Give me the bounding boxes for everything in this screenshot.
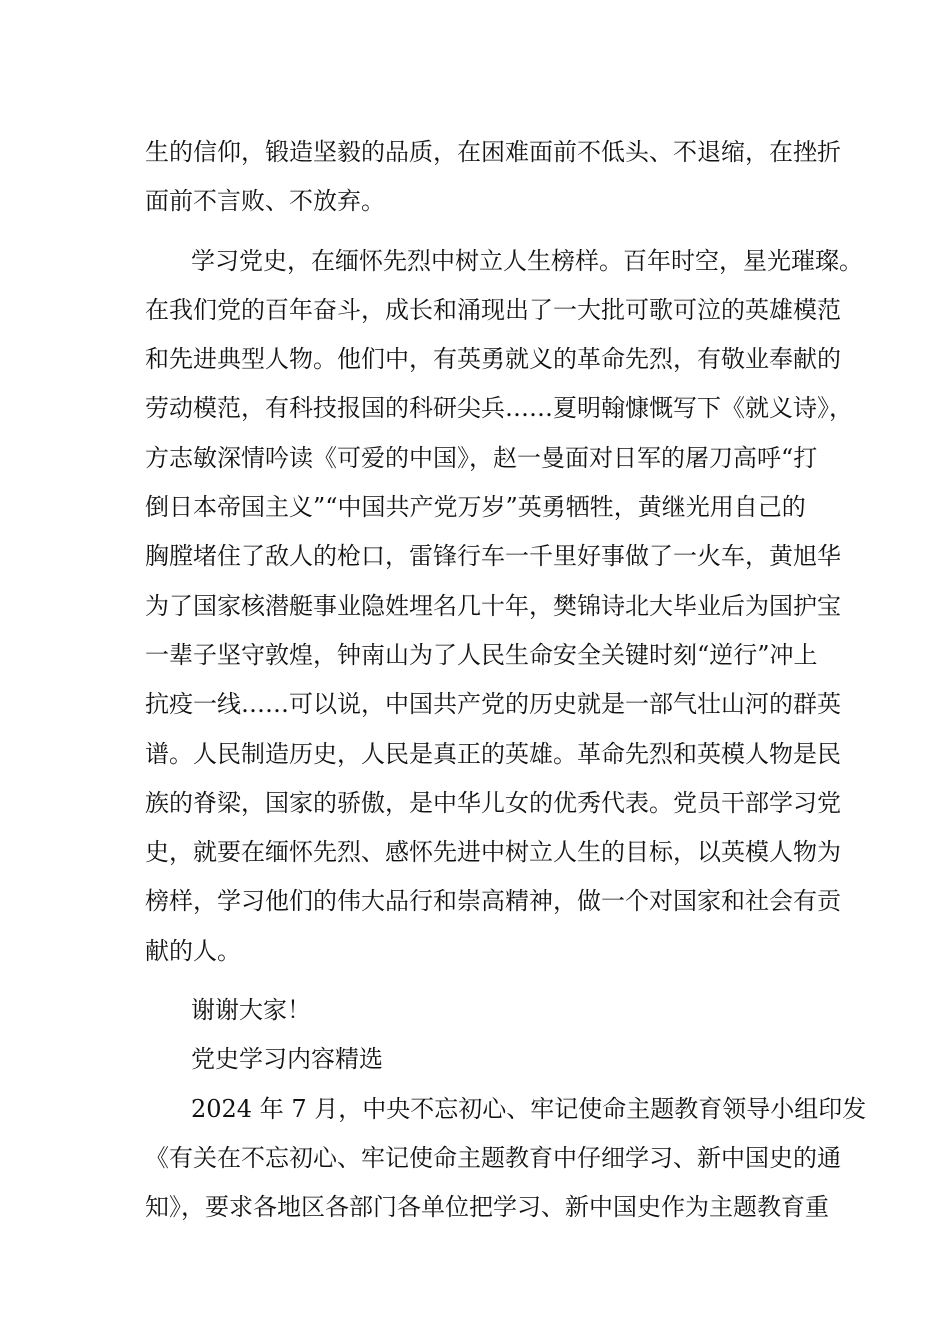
body-text [145, 128, 867, 1233]
text-line: 为了国家核潜艇事业隐姓埋名几十年，樊锦诗北大毕业后为国护宝 [145, 591, 841, 620]
text-line: 榜样，学习他们的伟大品行和崇高精神，做一个对国家和社会有贡 [145, 887, 841, 916]
text-line: 生的信仰，锻造坚毅的品质，在困难面前不低头、不退缩，在挫折 [145, 138, 841, 166]
paragraph-start-line: 2024 年 7 月，中央不忘初心、牢记使命主题教育领导小组印发 [191, 1094, 867, 1123]
text-line: 谱。人民制造历史，人民是真正的英雄。革命先烈和英模人物是民 [145, 739, 841, 768]
text-line: 族的脊梁，国家的骄傲，是中华儿女的优秀代表。党员干部学习党 [145, 788, 841, 817]
text-line: 方志敏深情吟读《可爱的中国》，赵一曼面对日军的屠刀高呼“打 [145, 443, 818, 472]
closing-line: 谢谢大家！ [191, 996, 311, 1025]
text-line: 劳动模范，有科技报国的科研尖兵……夏明翰慷慨写下《就义诗》， [145, 394, 853, 423]
text-line: 献的人。 [145, 936, 241, 965]
text-line: 史，就要在缅怀先烈、感怀先进中树立人生的目标，以英模人物为 [145, 838, 841, 867]
text-line: 抗疫一线……可以说，中国共产党的历史就是一部气壮山河的群英 [145, 690, 841, 719]
paragraph-start-line: 学习党史，在缅怀先烈中树立人生榜样。百年时空，星光璀璨。 [191, 246, 863, 275]
text-line: 胸膛堵住了敌人的枪口，雷锋行车一千里好事做了一火车，黄旭华 [145, 542, 841, 571]
text-line: 倒日本帝国主义”“中国共产党万岁”英勇牺牲，黄继光用自己的 [145, 493, 806, 522]
section-heading: 党史学习内容精选 [191, 1045, 383, 1074]
text-line: 面前不言败、不放弃。 [145, 187, 385, 216]
text-line: 在我们党的百年奋斗，成长和涌现出了一大批可歌可泣的英雄模范 [145, 295, 841, 324]
text-line: 和先进典型人物。他们中，有英勇就义的革命先烈，有敬业奉献的 [145, 345, 841, 374]
text-line: 《有关在不忘初心、牢记使命主题教育中仔细学习、新中国史的通 [145, 1143, 841, 1172]
text-line: 一辈子坚守敦煌，钟南山为了人民生命安全关键时刻“逆行”冲上 [145, 640, 818, 669]
text-line: 知》，要求各地区各部门各单位把学习、新中国史作为主题教育重 [145, 1193, 829, 1222]
